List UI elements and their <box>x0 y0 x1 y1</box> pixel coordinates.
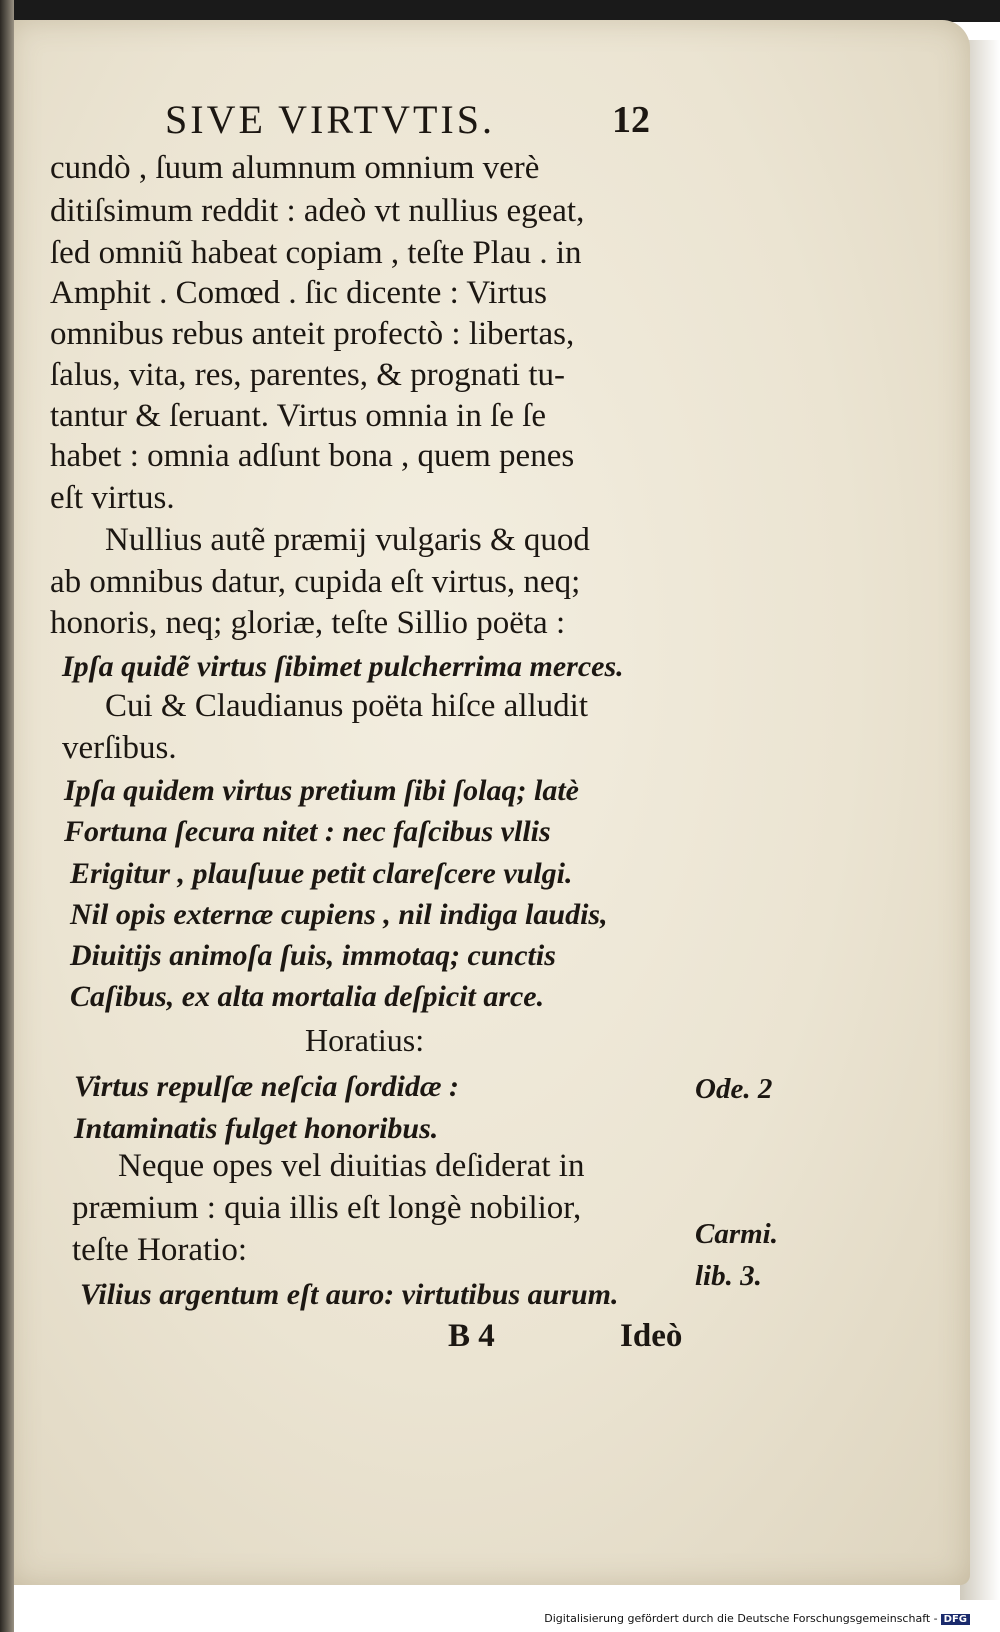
running-title: SIVE VIRTVTIS. <box>165 97 495 142</box>
body-line: ſed omniũ habeat copiam , teſte Plau . in <box>50 235 582 271</box>
body-line: ditiſsimum reddit : adeò vt nullius egeat, <box>50 193 585 229</box>
verse-line: Caſibus, ex alta mortalia deſpicit arce. <box>70 980 545 1013</box>
verse-line: Nil opis externæ cupiens , nil indiga laudis, <box>70 898 608 931</box>
body-line: ſalus, vita, res, parentes, & prognati tu- <box>50 357 566 393</box>
verse-line: Ipſa quidem virtus pretium ſibi ſolaq; latè <box>64 774 579 807</box>
digitization-credit <box>544 1612 970 1625</box>
author-label: Horatius: <box>305 1022 425 1058</box>
body-line: tantur & ſeruant. Virtus omnia in ſe ſe <box>50 398 546 434</box>
book-spine <box>0 0 14 1632</box>
verse-line: Ipſa quidẽ virtus ſibimet pulcherrima merces. <box>62 650 624 683</box>
body-line: eſt virtus. <box>50 480 175 516</box>
margin-note: lib. 3. <box>695 1260 762 1292</box>
body-line: præmium : quia illis eſt longè nobilior, <box>72 1190 582 1226</box>
credit-text: Digitalisierung gefördert durch die Deutsche Forschungsgemeinschaft - <box>544 1612 938 1625</box>
body-line: verſibus. <box>62 730 177 766</box>
verse-line: Virtus repulſæ neſcia ſordidæ : <box>74 1070 460 1103</box>
page-number: 12 <box>612 99 650 141</box>
body-line: ab omnibus datur, cupida eſt virtus, neq; <box>50 564 581 600</box>
verse-line: Erigitur , plauſuue petit clareſcere vulgi. <box>70 857 573 890</box>
margin-note: Ode. 2 <box>695 1073 773 1105</box>
body-line: habet : omnia adſunt bona , quem penes <box>50 438 575 474</box>
body-line: Amphit . Comœd . ſic dicente : Virtus <box>50 275 547 311</box>
verse-line: Fortuna ſecura nitet : nec faſcibus vllis <box>64 815 551 848</box>
body-line: honoris, neq; gloriæ, teſte Sillio poëta : <box>50 605 566 641</box>
body-line: teſte Horatio: <box>72 1232 248 1268</box>
body-line: Cui & Claudianus poëta hiſce alludit <box>105 688 588 724</box>
catchword: Ideò <box>620 1318 683 1354</box>
signature-mark: B 4 <box>448 1318 495 1354</box>
body-line: Neque opes vel diuitias deſiderat in <box>118 1148 585 1184</box>
body-line: omnibus rebus anteit profectò : libertas, <box>50 316 575 352</box>
dfg-logo: DFG <box>941 1614 970 1625</box>
body-line: Nullius autẽ præmij vulgaris & quod <box>105 522 590 558</box>
margin-note: Carmi. <box>695 1218 778 1250</box>
verse-line: Intaminatis fulget honoribus. <box>74 1112 439 1145</box>
verse-line: Vilius argentum eſt auro: virtutibus aurum. <box>80 1278 619 1311</box>
body-line: cundò , ſuum alumnum omnium verè <box>50 150 540 186</box>
verse-line: Diuitijs animoſa ſuis, immotaq; cunctis <box>70 939 556 972</box>
top-border <box>0 0 1000 22</box>
